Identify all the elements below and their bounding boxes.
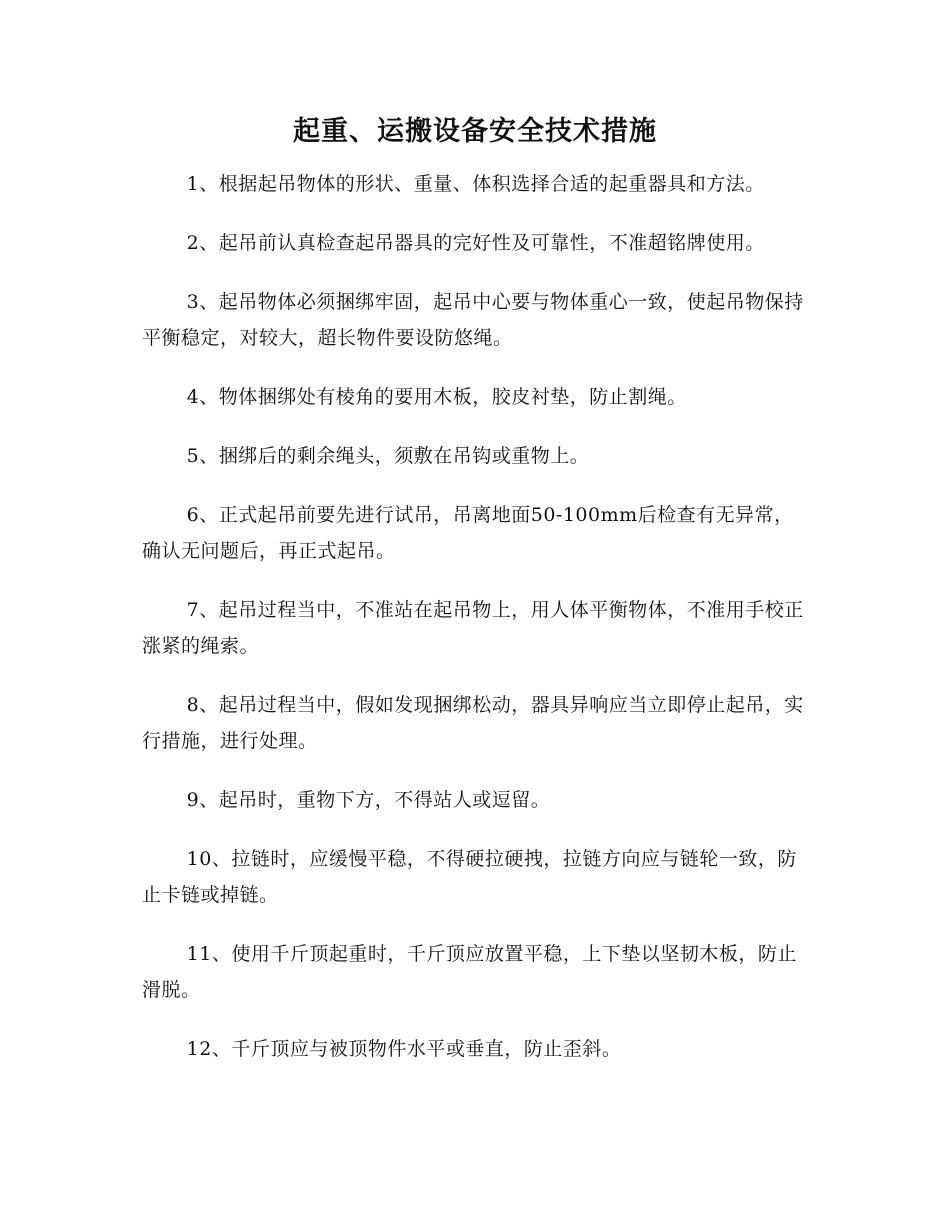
paragraph-8: 8、起吊过程当中，假如发现捆绑松动，器具异响应当立即停止起吊，实行措施，进行处理。	[142, 694, 804, 752]
paragraph-5: 5、捆绑后的剩余绳头，须敷在吊钩或重物上。	[186, 445, 590, 467]
paragraph-3: 3、起吊物体必须捆绑牢固，起吊中心要与物体重心一致，使起吊物保持平衡稳定，对较大，超长物件要设防悠绳。	[142, 291, 804, 349]
paragraph-6: 6、正式起吊前要先进行试吊，吊离地面50-100mm后检查有无异常，确认无问题后，再正式起吊。	[142, 504, 794, 562]
paragraph-12: 12、千斤顶应与被顶物件水平或垂直，防止歪斜。	[186, 1038, 622, 1060]
paragraph-9: 9、起吊时，重物下方，不得站人或逗留。	[186, 789, 551, 811]
document-body	[142, 166, 806, 1090]
paragraph-4: 4、物体捆绑处有棱角的要用木板，胶皮衬垫，防止割绳。	[186, 386, 687, 408]
paragraph-7: 7、起吊过程当中，不准站在起吊物上，用人体平衡物体，不准用手校正涨紧的绳索。	[142, 599, 804, 657]
paragraph-11: 11、使用千斤顶起重时，千斤顶应放置平稳，上下垫以坚韧木板，防止滑脱。	[142, 943, 797, 1001]
document-title: 起重、运搬设备安全技术措施	[293, 116, 657, 147]
paragraph-2: 2、起吊前认真检查起吊器具的完好性及可靠性，不准超铭牌使用。	[186, 232, 765, 254]
paragraph-1: 1、根据起吊物体的形状、重量、体积选择合适的起重器具和方法。	[186, 173, 765, 195]
paragraph-10: 10、拉链时，应缓慢平稳，不得硬拉硬拽，拉链方向应与链轮一致，防止卡链或掉链。	[142, 848, 797, 906]
